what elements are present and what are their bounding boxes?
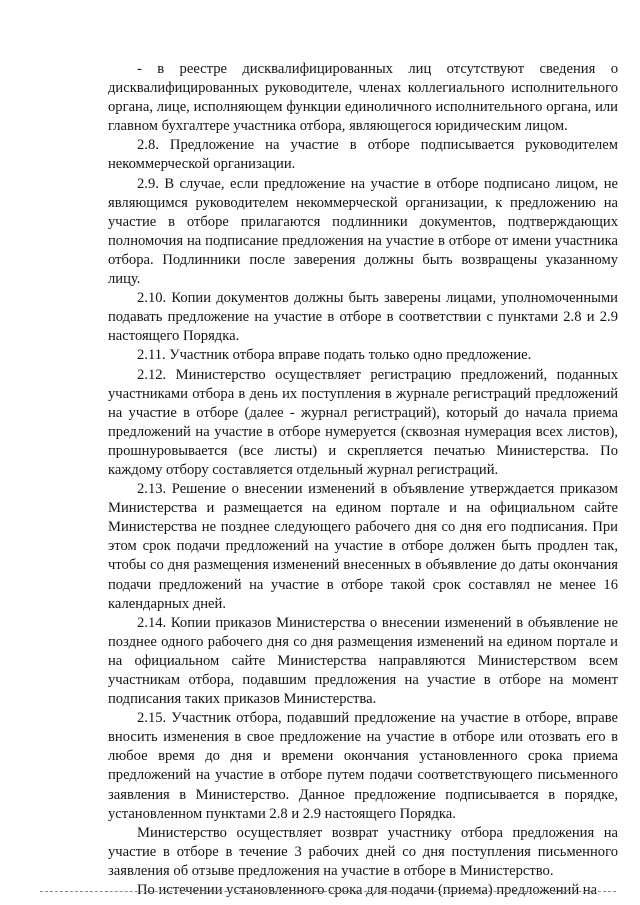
document-body [108, 60, 618, 900]
paragraph-2-12: 2.12. Министерство осуществляет регистрацию предложений, поданных участниками отбора в день их поступления в журнале регистраций предложений на участие в отборе (далее - журнал регистраций), который до начала приема предложений на участие в отборе нумеруется (сквозная нумерация всех листов), прошнуровывается (все листы) и скрепляется печатью Министерства. По каждому отбору составляется отдельный журнал регистраций. [108, 366, 618, 478]
paragraph-deadline-expiry: По истечении установленного срока для подачи (приема) предложений на [137, 882, 598, 899]
paragraph-2-15: 2.15. Участник отбора, подавший предложение на участие в отборе, вправе вносить изменения в свое предложение на участие в отборе или отозвать его в любое время до дня и времени окончания установленного срока приема предложений на участие в отборе путем подачи соответствующего письменного заявления в Министерство. Данное предложение подписывается в порядке, установленном пунктами 2.8 и 2.9 настоящего Порядка. [108, 710, 618, 822]
paragraph-2-9: 2.9. В случае, если предложение на участие в отборе подписано лицом, не являющимся руководителем некоммерческой организации, к предложению на участие в отборе прилагаются подлинники документов, подтверждающих полномочия на подписание предложения на участие в отборе от имени участника отбора. Подлинники после заверения должны быть возвращены указанному лицу. [108, 175, 618, 288]
paragraph-2-13: 2.13. Решение о внесении изменений в объявление утверждается приказом Министерства и размещается на едином портале и на официальном сайте Министерства не позднее следующего рабочего дня со дня его подписания. При этом срок подачи предложений на участие в отборе должен быть продлен так, чтобы со дня размещения изменений внесенных в объявление до даты окончания подачи предложений на участие в отборе такой срок составлял не менее 16 календарных дней. [108, 481, 618, 612]
paragraph-return-of-proposal: Министерство осуществляет возврат участнику отбора предложения на участие в отборе в течение 3 рабочих дней со дня поступления письменного заявления об отзыве предложения на участие в отборе в Министерство. [108, 824, 618, 879]
paragraph-2-11: 2.11. Участник отбора вправе подать только одно предложение. [137, 347, 532, 364]
paragraph-2-14: 2.14. Копии приказов Министерства о внесении изменений в объявление не позднее одного рабочего дня со дня размещения изменений на едином портале и на официальном сайте Министерства направляются Министерством всем участникам отбора, подавшим предложения на участие в отборе на момент подписания таких приказов Министерства. [108, 614, 618, 708]
footer-divider [40, 891, 616, 892]
paragraph-disqualified-registry: - в реестре дисквалифицированных лиц отсутствуют сведения о дисквалифицированных руководителе, членах коллегиального исполнительного органа, лице, исполняющем функции единоличного исполнительного органа, или главном бухгалтере участника отбора, являющегося юридическим лицом. [108, 61, 618, 135]
paragraph-2-8: 2.8. Предложение на участие в отборе подписывается руководителем некоммерческой организации. [108, 137, 618, 173]
paragraph-2-10: 2.10. Копии документов должны быть заверены лицами, уполномоченными подавать предложение на участие в отборе в соответствии с пунктами 2.8 и 2.9 настоящего Порядка. [108, 290, 618, 345]
